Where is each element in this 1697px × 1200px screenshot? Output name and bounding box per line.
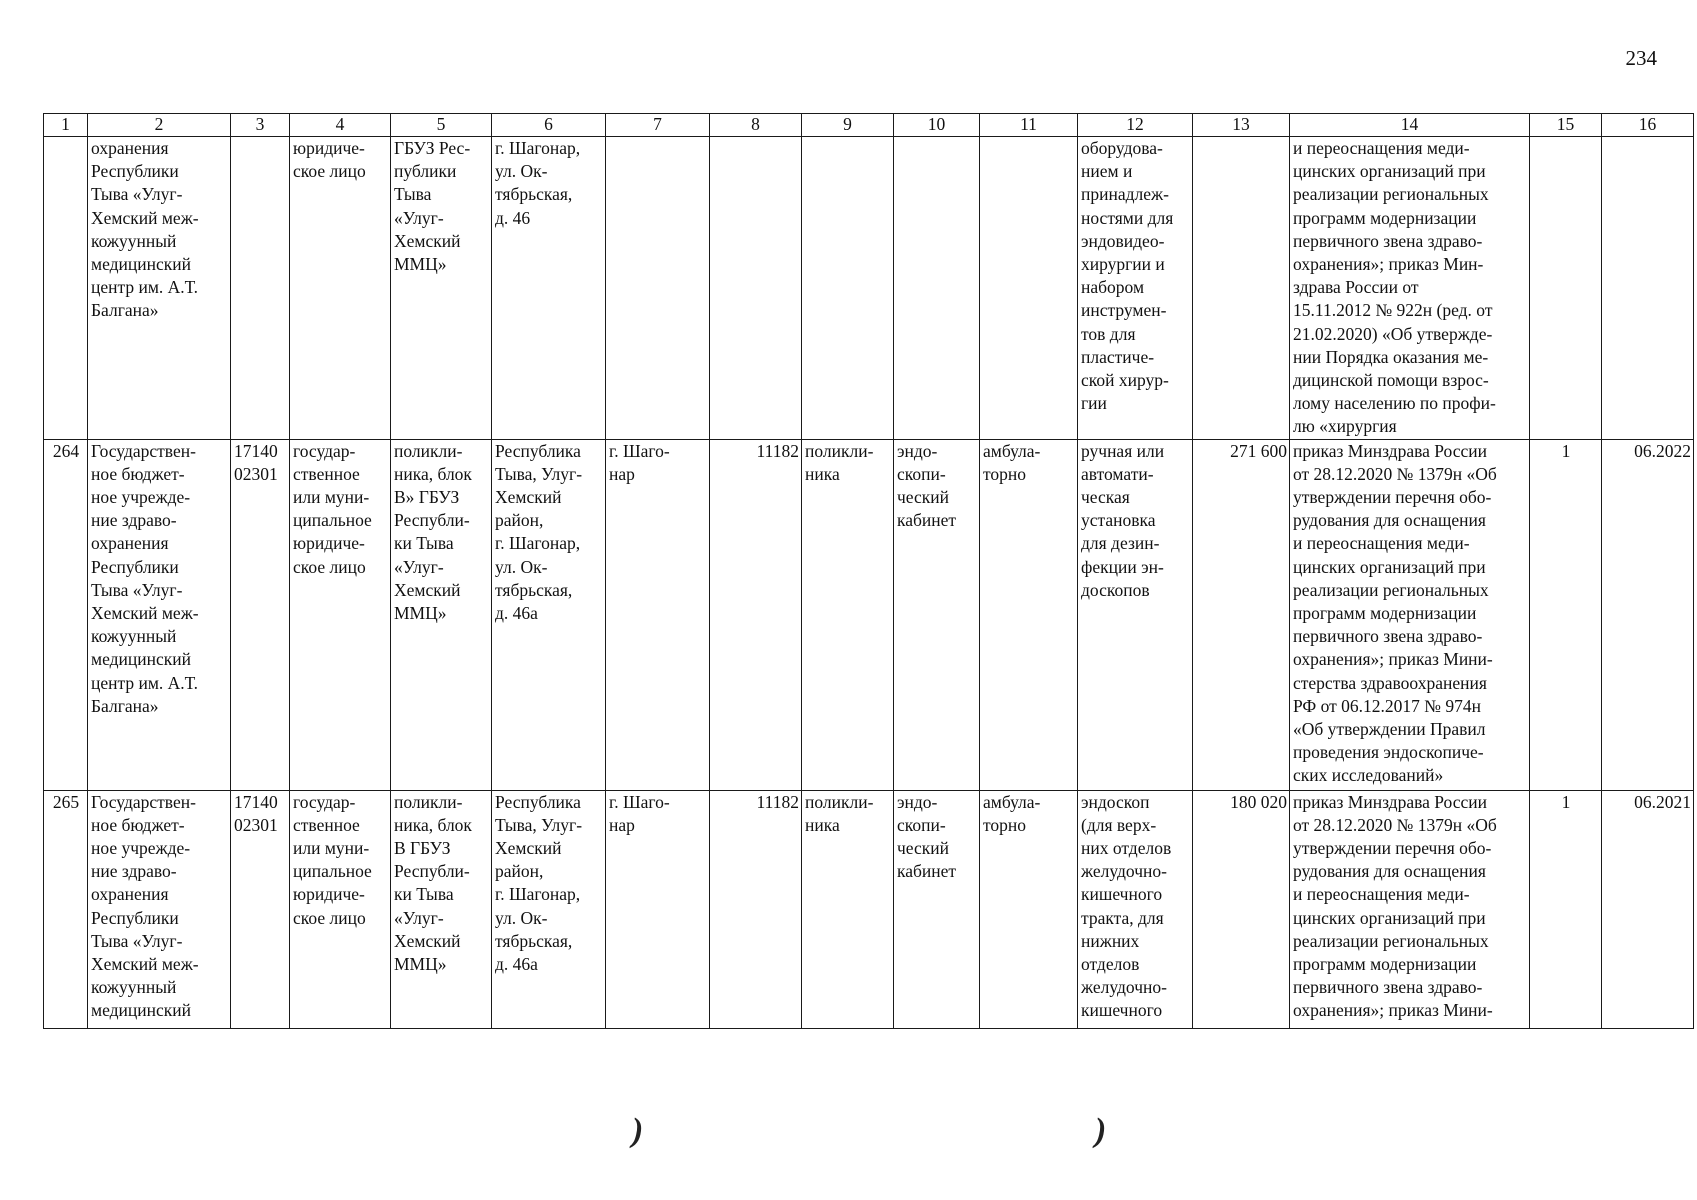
facility-cell: поликли- ника, блок В» ГБУЗ Республи- ки Тыва «Улуг- Хемский ММЦ» <box>391 439 492 790</box>
legal-form-cell: юридиче- ское лицо <box>290 137 391 440</box>
quantity-cell: 1 <box>1530 439 1602 790</box>
organization-name-cell: Государствен- ное бюджет- ное учрежде- ние здраво- охранения Республики Тыва «Улуг- Хемский меж- кожуунный медицинский центр им. А.Т. Балгана» <box>88 439 231 790</box>
code-cell: 17140 02301 <box>231 790 290 1028</box>
unit-type-cell <box>802 137 894 440</box>
department-cell: эндо- скопи- ческий кабинет <box>894 439 980 790</box>
column-header: 15 <box>1530 114 1602 137</box>
unit-type-cell: поликли- ника <box>802 790 894 1028</box>
legal-basis-cell: приказ Минздрава России от 28.12.2020 № 1379н «Об утверждении перечня обо- рудования для оснащения и переоснащения меди- цинских организаций при реализации региональных программ модернизации первичного звена здраво- охранения»; приказ Мини- стерства здравоохранения РФ от 06.12.2017 № 974н «Об утверждении Правил проведения эндоскопиче- ских исследований» <box>1290 439 1530 790</box>
legal-form-cell: государ- ственное или муни- ципальное юридиче- ское лицо <box>290 790 391 1028</box>
numeric-code-cell <box>710 137 802 440</box>
column-header: 13 <box>1193 114 1290 137</box>
column-header: 14 <box>1290 114 1530 137</box>
code-cell <box>231 137 290 440</box>
table-row <box>44 439 1694 790</box>
page-number: 234 <box>1625 46 1657 70</box>
equipment-cell: ручная или автомати- ческая установка для дезин- фекции эн- доскопов <box>1078 439 1193 790</box>
unit-type-cell: поликли- ника <box>802 439 894 790</box>
date-cell <box>1602 137 1694 440</box>
cost-cell: 271 600 <box>1193 439 1290 790</box>
date-cell: 06.2022 <box>1602 439 1694 790</box>
equipment-cell: эндоскоп (для верх- них отделов желудочно- кишечного тракта, для нижних отделов желудочно- кишечного <box>1078 790 1193 1028</box>
address-cell: Республика Тыва, Улуг- Хемский район, г. Шагонар, ул. Ок- тябрьская, д. 46а <box>492 790 606 1028</box>
locality-cell: г. Шаго- нар <box>606 790 710 1028</box>
scan-mark: ) <box>1095 1112 1107 1149</box>
legal-basis-cell: и переоснащения меди- цинских организаций при реализации региональных программ модернизации первичного звена здраво- охранения»; приказ Мин- здрава России от 15.11.2012 № 922н (ред. от 21.02.2020) «Об утвержде- нии Порядка оказания ме- дицинской помощи взрос- лому населению по профи- лю «хирургия <box>1290 137 1530 440</box>
numeric-code-cell: 11182 <box>710 439 802 790</box>
numeric-code-cell: 11182 <box>710 790 802 1028</box>
column-number-row <box>44 114 1694 137</box>
column-header: 2 <box>88 114 231 137</box>
column-header: 9 <box>802 114 894 137</box>
column-header: 12 <box>1078 114 1193 137</box>
address-cell: Республика Тыва, Улуг- Хемский район, г. Шагонар, ул. Ок- тябрьская, д. 46а <box>492 439 606 790</box>
facility-cell: ГБУЗ Рес- публики Тыва «Улуг- Хемский ММЦ» <box>391 137 492 440</box>
table-row <box>44 790 1694 1028</box>
care-form-cell: амбула- торно <box>980 790 1078 1028</box>
care-form-cell: амбула- торно <box>980 439 1078 790</box>
column-header: 7 <box>606 114 710 137</box>
column-header: 8 <box>710 114 802 137</box>
care-form-cell <box>980 137 1078 440</box>
date-cell: 06.2021 <box>1602 790 1694 1028</box>
column-header: 3 <box>231 114 290 137</box>
organization-name-cell: охранения Республики Тыва «Улуг- Хемский меж- кожуунный медицинский центр им. А.Т. Балгана» <box>88 137 231 440</box>
department-cell <box>894 137 980 440</box>
column-header: 10 <box>894 114 980 137</box>
column-header: 6 <box>492 114 606 137</box>
locality-cell <box>606 137 710 440</box>
code-cell: 17140 02301 <box>231 439 290 790</box>
facility-cell: поликли- ника, блок В ГБУЗ Республи- ки Тыва «Улуг- Хемский ММЦ» <box>391 790 492 1028</box>
column-header: 11 <box>980 114 1078 137</box>
quantity-cell: 1 <box>1530 790 1602 1028</box>
legal-form-cell: государ- ственное или муни- ципальное юридиче- ское лицо <box>290 439 391 790</box>
legal-basis-cell: приказ Минздрава России от 28.12.2020 № 1379н «Об утверждении перечня обо- рудования для оснащения и переоснащения меди- цинских организаций при реализации региональных программ модернизации первичного звена здраво- охранения»; приказ Мини- <box>1290 790 1530 1028</box>
column-header: 5 <box>391 114 492 137</box>
column-header: 16 <box>1602 114 1694 137</box>
row-number-cell: 265 <box>44 790 88 1028</box>
table-row <box>44 137 1694 440</box>
column-header: 4 <box>290 114 391 137</box>
organization-name-cell: Государствен- ное бюджет- ное учрежде- ние здраво- охранения Республики Тыва «Улуг- Хемский меж- кожуунный медицинский <box>88 790 231 1028</box>
row-number-cell <box>44 137 88 440</box>
register-table <box>43 113 1694 1029</box>
cost-cell: 180 020 <box>1193 790 1290 1028</box>
address-cell: г. Шагонар, ул. Ок- тябрьская, д. 46 <box>492 137 606 440</box>
department-cell: эндо- скопи- ческий кабинет <box>894 790 980 1028</box>
cost-cell <box>1193 137 1290 440</box>
scan-mark: ) <box>632 1112 644 1149</box>
row-number-cell: 264 <box>44 439 88 790</box>
column-header: 1 <box>44 114 88 137</box>
quantity-cell <box>1530 137 1602 440</box>
locality-cell: г. Шаго- нар <box>606 439 710 790</box>
equipment-cell: оборудова- нием и принадлеж- ностями для эндовидео- хирургии и набором инструмен- тов для пластиче- ской хирур- гии <box>1078 137 1193 440</box>
